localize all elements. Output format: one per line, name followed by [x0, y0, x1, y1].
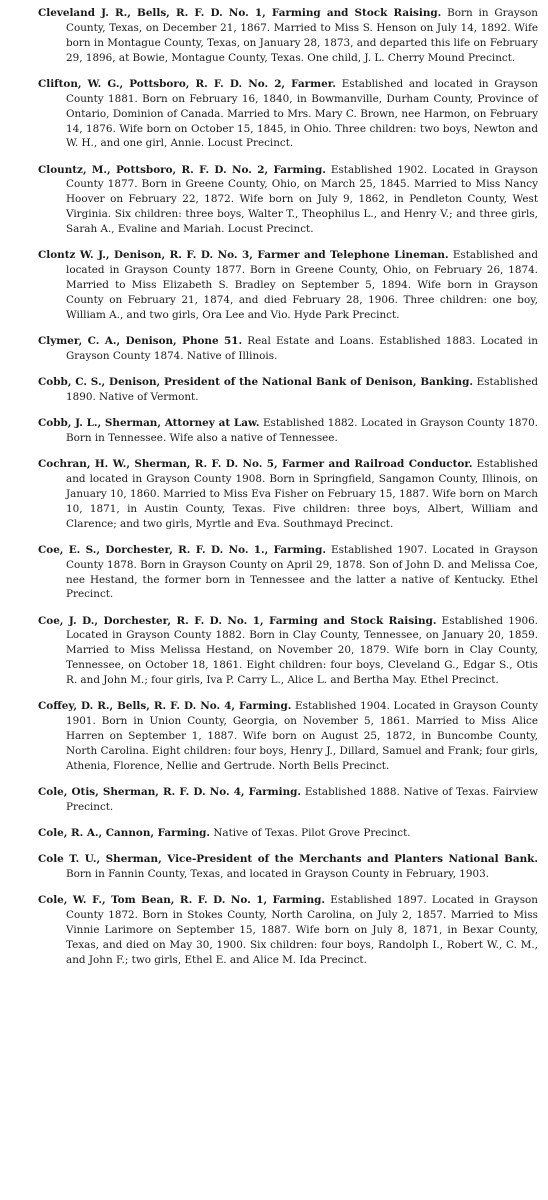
- entry-cobb-j-l: [38, 416, 538, 446]
- entry-cleveland-j-r: [38, 6, 538, 66]
- entry-body: Established 1890. Native of Vermont.: [66, 375, 538, 403]
- entry-clontz-w-j: [38, 248, 538, 323]
- entry-clountz-m: [38, 163, 538, 238]
- entry-body: Established 1897. Located in Grayson County 1872. Born in Stokes County, North Carolina, on July 2, 1857. Married to Miss Vinnie Larimore on September 15, 1887. Wife born on July 8, 1871, in Bexar County, Texas, and died on May 30, 1900. Six children: four boys, Randolph I., Robert W., C. M., and John F.; two girls, Ethel E. and Alice M. Ida Precinct.: [66, 894, 538, 966]
- entry-body: Real Estate and Loans. Established 1883. Located in Grayson County 1874. Native of Illinois.: [66, 334, 538, 362]
- entry-cole-r-a: [38, 826, 538, 841]
- entry-coe-j-d: [38, 614, 538, 689]
- entry-coe-e-s: [38, 543, 538, 603]
- entry-name: Coe, E. S., Dorchester, R. F. D. No. 1., Farming.: [38, 543, 326, 556]
- entry-name: Coffey, D. R., Bells, R. F. D. No. 4, Farming.: [38, 700, 292, 713]
- entry-cole-t-u: [38, 852, 538, 882]
- entry-cole-w-f: [38, 893, 538, 968]
- entry-name: Cleveland J. R., Bells, R. F. D. No. 1, Farming and Stock Raising.: [38, 7, 442, 19]
- entry-clifton-w-g: [38, 77, 538, 152]
- entry-body: Born in Fannin County, Texas, and located in Grayson County in February, 1903.: [66, 867, 490, 880]
- entry-body: Established 1882. Located in Grayson County 1870. Born in Tennessee. Wife also a native of Tennessee.: [66, 416, 538, 444]
- entry-name: Cochran, H. W., Sherman, R. F. D. No. 5, Farmer and Railroad Conductor.: [38, 457, 473, 470]
- entry-name: Clountz, M., Pottsboro, R. F. D. No. 2, Farming.: [38, 163, 326, 176]
- entry-coffey-d-r: [38, 699, 538, 774]
- entry-body: Established 1904. Located in Grayson County 1901. Born in Union County, Georgia, on November 5, 1861. Married to Miss Alice Harren on September 1, 1887. Wife born on August 25, 1872, in Buncombe County, North Carolina. Eight children: four boys, Henry J., Dillard, Samuel and Frank; four girls, Athenia, Florence, Nellie and Gertrude. North Bells Precinct.: [66, 700, 538, 772]
- entry-body: Native of Texas. Pilot Grove Precinct.: [213, 826, 411, 839]
- entry-name: Cole, W. F., Tom Bean, R. F. D. No. 1, Farming.: [38, 894, 326, 907]
- entry-body: Established and located in Grayson County 1908. Born in Springfield, Sangamon County, Illinois, on January 10, 1860. Married to Miss Eva Fisher on February 15, 1887. Wife born on March 10, 1871, in Austin County, Texas. Five children: three boys, Albert, William and Clarence; and two girls, Myrtle and Eva. Southmayd Precinct.: [66, 457, 538, 530]
- entry-name: Coe, J. D., Dorchester, R. F. D. No. 1, Farming and Stock Raising.: [38, 614, 437, 627]
- entry-name: Cole T. U., Sherman, Vice-President of the Merchants and Planters National Bank.: [38, 853, 538, 866]
- entry-name: Cole, Otis, Sherman, R. F. D. No. 4, Farming.: [38, 785, 302, 798]
- entry-name: Clymer, C. A., Denison, Phone 51.: [38, 334, 243, 347]
- entry-name: Clifton, W. G., Pottsboro, R. F. D. No. 2, Farmer.: [38, 77, 336, 90]
- entry-name: Cobb, C. S., Denison, President of the National Bank of Denison, Banking.: [38, 375, 473, 388]
- entry-body: Established 1888. Native of Texas. Fairview Precinct.: [66, 785, 539, 813]
- entry-name: Cobb, J. L., Sherman, Attorney at Law.: [38, 416, 260, 429]
- entry-body: Established 1907. Located in Grayson County 1878. Born in Grayson County on April 29, 1878. Son of John D. and Melissa Coe, nee Hestand, the former born in Tennessee and the latter a native of Kentucky. Ethel Precinct.: [66, 543, 538, 601]
- entry-clymer-c-a: [38, 334, 538, 364]
- entry-name: Cole, R. A., Cannon, Farming.: [38, 826, 211, 839]
- entry-cochran-h-w: [38, 457, 538, 532]
- entry-body: Established 1902. Located in Grayson County 1877. Born in Greene County, Ohio, on March 25, 1845. Married to Miss Nancy Hoover on February 22, 1872. Wife born on July 9, 1862, in Pendleton County, West Virginia. Six children: three boys, Walter T., Theophilus L., and Henry V.; and three girls, Sarah A., Evaline and Mariah. Locust Precinct.: [66, 163, 538, 236]
- entry-cobb-c-s: [38, 375, 538, 405]
- entry-body: Established 1906. Located in Grayson County 1882. Born in Clay County, Tennessee, on January 20, 1859. Married to Miss Melissa Hestand, on November 20, 1879. Wife born in Clay County, Tennessee, on October 18, 1861. Eight children: four boys, Cleveland G., Edgar S., Otis R. and John M.; four girls, Iva P. Carry L., Alice L. and Bertha May. Ethel Precinct.: [66, 614, 538, 687]
- entry-body: Established and located in Grayson County 1881. Born on February 16, 1840, in Bowmanville, Durham County, Province of Ontario, Dominion of Canada. Married to Mrs. Mary C. Brown, nee Harmon, on February 14, 1876. Wife born on October 15, 1845, in Ohio. Three children: two boys, Newton and W. H., and one girl, Annie. Locust Precinct.: [66, 77, 538, 150]
- entry-body: Born in Grayson County, Texas, on December 21, 1867. Married to Miss S. Henson on July 14, 1892. Wife born in Montague County, Texas, on January 28, 1873, and departed this life on February 29, 1896, at Bowie, Montague County, Texas. One child, J. L. Cherry Mound Precinct.: [66, 7, 538, 64]
- entry-body: Established and located in Grayson County 1877. Born in Greene County, Ohio, on February 26, 1874. Married to Miss Elizabeth S. Bradley on September 5, 1894. Wife born in Grayson County on February 21, 1874, and died February 28, 1906. Three children: one boy, William A., and two girls, Ora Lee and Vio. Hyde Park Precinct.: [66, 249, 538, 321]
- entry-name: Clontz W. J., Denison, R. F. D. No. 3, Farmer and Telephone Lineman.: [38, 249, 449, 262]
- entry-cole-otis: [38, 785, 538, 815]
